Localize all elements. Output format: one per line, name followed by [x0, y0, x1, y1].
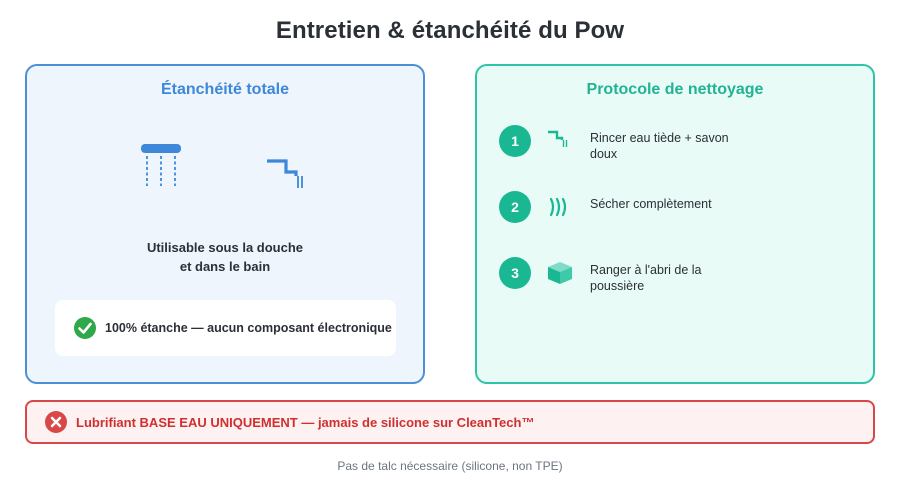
waterproof-panel-title: Étanchéité totale [160, 81, 290, 98]
step-number: 2 [499, 191, 531, 223]
waterproof-badge-text: 100% étanche — aucun composant électronique [105, 321, 392, 335]
usage-line-2: et dans le bain [179, 259, 271, 274]
faucet-icon [547, 129, 571, 154]
cleaning-panel-title: Protocole de nettoyage [586, 81, 764, 98]
shower-icon [139, 142, 183, 193]
cleaning-step-2 [499, 191, 859, 231]
footnote: Pas de talc nécessaire (silicone, non TPE) [337, 459, 563, 473]
warning-text: Lubrifiant BASE EAU UNIQUEMENT — jamais de silicone sur CleanTech™ [76, 415, 535, 430]
cleaning-panel [475, 64, 875, 384]
storage-box-icon [547, 261, 573, 290]
step-text: Rincer eau tiède + savon doux [590, 131, 729, 161]
usage-description [27, 238, 423, 276]
x-circle-icon [45, 411, 67, 438]
air-dry-icon [547, 195, 571, 224]
check-circle-icon [74, 317, 96, 344]
usage-line-1: Utilisable sous la douche [146, 240, 304, 255]
step-number: 3 [499, 257, 531, 289]
waterproof-badge [55, 300, 396, 356]
cleaning-step-1 [499, 125, 859, 165]
step-text: Sécher complètement [590, 197, 712, 211]
cleaning-step-3 [499, 257, 859, 297]
step-number: 1 [499, 125, 531, 157]
page-title: Entretien & étanchéité du Pow [275, 17, 625, 44]
lubricant-warning [25, 400, 875, 444]
waterproof-panel [25, 64, 425, 384]
faucet-icon [265, 156, 307, 195]
step-text: Ranger à l'abri de la poussière [590, 263, 702, 293]
